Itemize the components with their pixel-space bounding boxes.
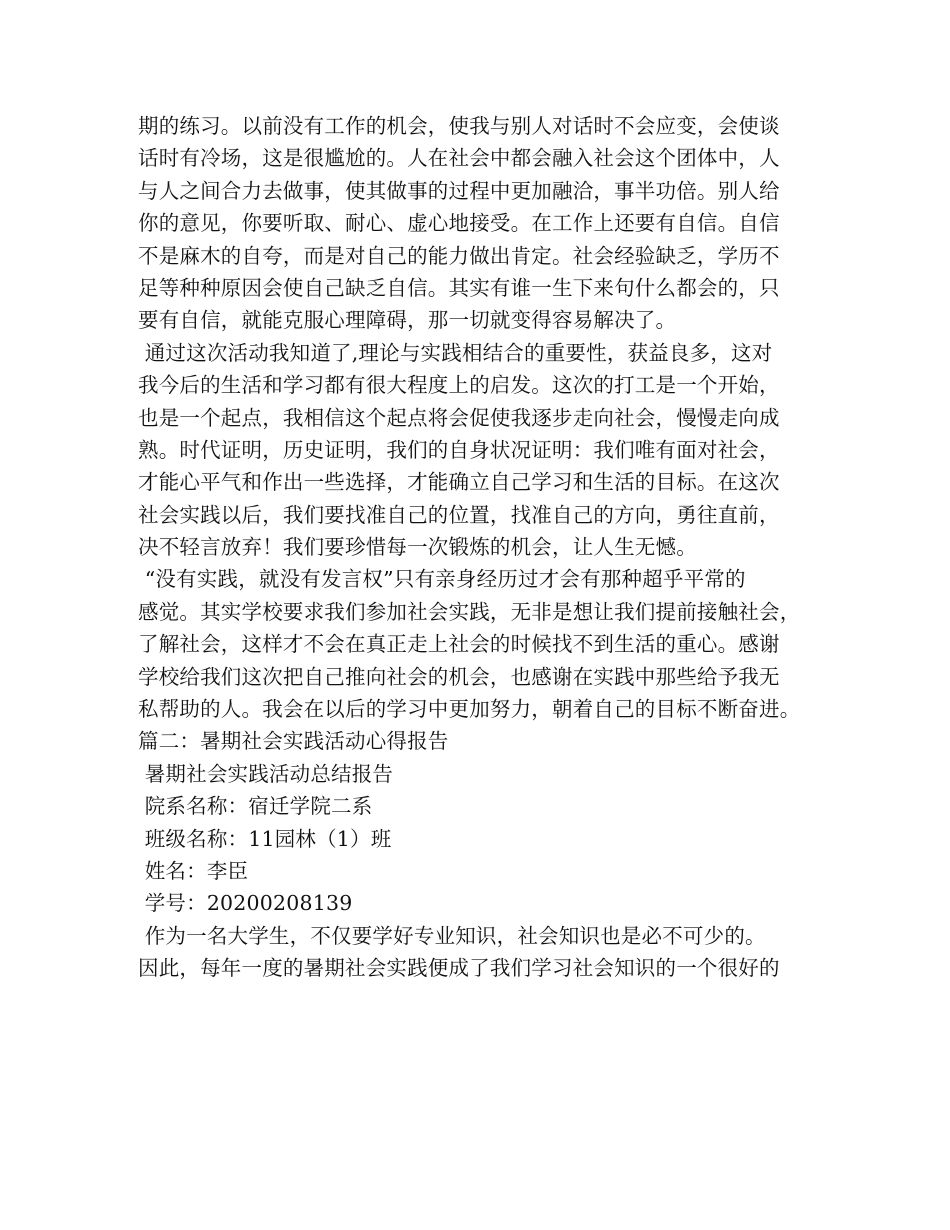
text-line: 感觉。其实学校要求我们参加社会实践，无非是想让我们提前接触社会，	[138, 599, 801, 624]
text-line: 作为一名大学生，不仅要学好专业知识，社会知识也是必不可少的。	[138, 923, 766, 948]
text-line: 也是一个起点，我相信这个起点将会促使我逐步走向社会，慢慢走向成	[138, 405, 780, 430]
text-line: 通过这次活动我知道了,理论与实践相结合的重要性，获益良多，这对	[138, 340, 773, 365]
text-line: 社会实践以后，我们要找准自己的位置，找准自己的方向，勇往直前，	[138, 502, 780, 527]
text-line: 因此，每年一度的暑期社会实践便成了我们学习社会知识的一个很好的	[138, 956, 780, 981]
text-line: 决不轻言放弃！我们要珍惜每一次锻炼的机会，让人生无憾。	[138, 535, 697, 560]
document-body	[138, 110, 828, 985]
class-field: 班级名称：11园林（1）班	[138, 826, 392, 851]
text-line: 不是麻木的自夸，而是对自己的能力做出肯定。社会经验缺乏，学历不	[138, 243, 780, 268]
student-id-field: 学号：20200208139	[138, 891, 353, 916]
text-line: 熟。时代证明，历史证明，我们的自身状况证明：我们唯有面对社会，	[138, 437, 780, 462]
text-line: 我今后的生活和学习都有很大程度上的启发。这次的打工是一个开始，	[138, 373, 780, 398]
text-line: 与人之间合力去做事，使其做事的过程中更加融洽，事半功倍。别人给	[138, 178, 780, 203]
text-line: 了解社会，这样才不会在真正走上社会的时候找不到生活的重心。感谢	[138, 632, 780, 657]
section-heading: 篇二：暑期社会实践活动心得报告	[138, 729, 449, 754]
text-line: 才能心平气和作出一些选择，才能确立自己学习和生活的目标。在这次	[138, 470, 780, 495]
text-line: 话时有冷场，这是很尴尬的。人在社会中都会融入社会这个团体中，人	[138, 146, 780, 171]
text-line: 你的意见，你要听取、耐心、虚心地接受。在工作上还要有自信。自信	[138, 211, 780, 236]
text-line: 学校给我们这次把自己推向社会的机会，也感谢在实践中那些给予我无	[138, 664, 780, 689]
text-line: 足等种种原因会使自己缺乏自信。其实有谁一生下来句什么都会的，只	[138, 275, 780, 300]
text-line: “没有实践，就没有发言权”只有亲身经历过才会有那种超乎平常的	[138, 567, 746, 592]
text-line: 期的练习。以前没有工作的机会，使我与别人对话时不会应变，会使谈	[138, 114, 780, 138]
text-line: 私帮助的人。我会在以后的学习中更加努力，朝着自己的目标不断奋进。	[138, 697, 801, 722]
text-line: 要有自信，就能克服心理障碍，那一切就变得容易解决了。	[138, 308, 677, 333]
name-field: 姓名：李臣	[138, 858, 249, 883]
report-title: 暑期社会实践活动总结报告	[138, 761, 394, 786]
department-field: 院系名称：宿迁学院二系	[138, 794, 373, 819]
